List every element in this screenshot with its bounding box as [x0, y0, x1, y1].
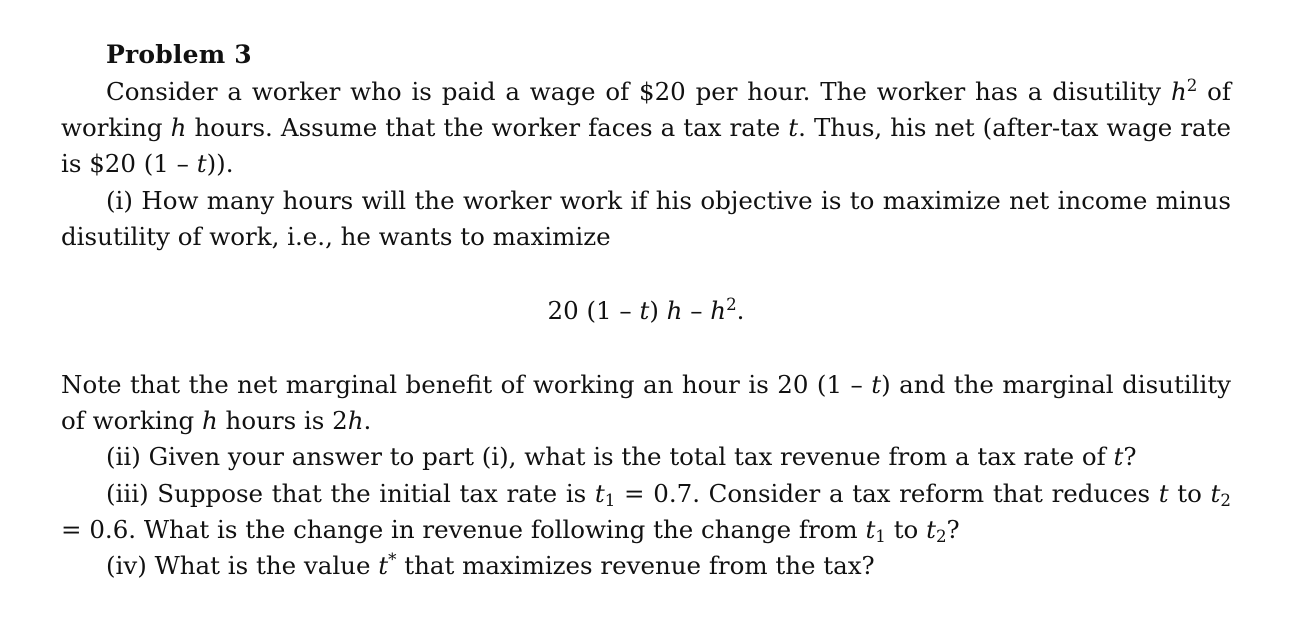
- equation-text: ): [649, 296, 667, 326]
- note-text: hours is 2: [217, 406, 348, 436]
- math-subscript: 2: [935, 526, 947, 546]
- part-ii-text: ?: [1123, 442, 1137, 472]
- part-iii-text: to: [1168, 478, 1211, 508]
- math-var: t: [926, 514, 936, 544]
- math-var: h: [201, 406, 218, 436]
- part-i-paragraph: [61, 183, 1231, 255]
- math-subscript: 1: [875, 526, 886, 546]
- part-i-text: (i) How many hours will the worker work if his objective is to maximize net income minus disutility of work, i.e., he wants to maximize: [61, 185, 1231, 251]
- math-var: t: [788, 113, 799, 143]
- part-ii-text: (ii) Given your answer to part (i), what is the total tax revenue from a tax rate of: [106, 442, 1114, 472]
- problem-document: [61, 38, 1231, 584]
- math-var: t: [1158, 478, 1169, 508]
- math-var: h: [1170, 77, 1187, 106]
- intro-text: . Thus, his net (after-tax wage rate is $20 (1 –: [61, 113, 1231, 179]
- math-var: t: [865, 514, 876, 544]
- math-var: h: [710, 296, 727, 326]
- math-var: t: [1210, 478, 1221, 508]
- math-superscript: 2: [1186, 75, 1198, 95]
- part-iii-paragraph: [61, 476, 1231, 548]
- note-text: .: [363, 406, 372, 436]
- equation-text: –: [682, 296, 711, 326]
- part-iii-text: = 0.7. Consider a tax reform that reduces: [615, 478, 1159, 508]
- part-ii-paragraph: [61, 439, 1231, 475]
- part-iii-text: = 0.6. What is the change in revenue following the change from: [61, 514, 866, 544]
- note-text: Note that the net marginal benefit of working an hour is 20 (1 –: [61, 370, 872, 400]
- math-superscript: *: [388, 549, 397, 569]
- math-var: h: [666, 296, 683, 326]
- part-iv-text: (iv) What is the value: [106, 551, 379, 581]
- math-subscript: 2: [1220, 490, 1231, 510]
- intro-text: )).: [206, 149, 234, 179]
- math-var: t: [1113, 442, 1124, 472]
- part-iv-text: that maximizes revenue from the tax?: [396, 551, 875, 581]
- equation-text: .: [736, 296, 745, 326]
- intro-text: Consider a worker who is paid a wage of $20 per hour. The worker has a disutility: [106, 77, 1171, 106]
- problem-title: Problem 3: [106, 40, 252, 69]
- part-iii-text: to: [885, 514, 927, 544]
- math-var: t: [871, 370, 882, 400]
- objective-equation: [61, 293, 1231, 329]
- math-var: h: [347, 406, 364, 436]
- intro-text: of working: [61, 77, 1232, 143]
- math-var: t: [639, 296, 650, 326]
- part-iv-paragraph: [61, 548, 1231, 584]
- equation-text: 20 (1 –: [547, 296, 640, 326]
- math-var: h: [170, 113, 187, 143]
- note-paragraph: [61, 367, 1231, 439]
- math-subscript: 1: [604, 490, 616, 510]
- note-text: ) and the marginal disutility of working: [61, 370, 1232, 436]
- intro-text: hours. Assume that the worker faces a tax rate: [186, 113, 789, 143]
- problem-intro-paragraph: [61, 74, 1231, 183]
- math-superscript: 2: [726, 294, 737, 314]
- part-iii-text: ?: [946, 514, 960, 544]
- math-var: t: [196, 149, 207, 179]
- math-var: t: [378, 551, 389, 581]
- math-var: t: [594, 478, 605, 508]
- part-iii-text: (iii) Suppose that the initial tax rate is: [106, 478, 595, 508]
